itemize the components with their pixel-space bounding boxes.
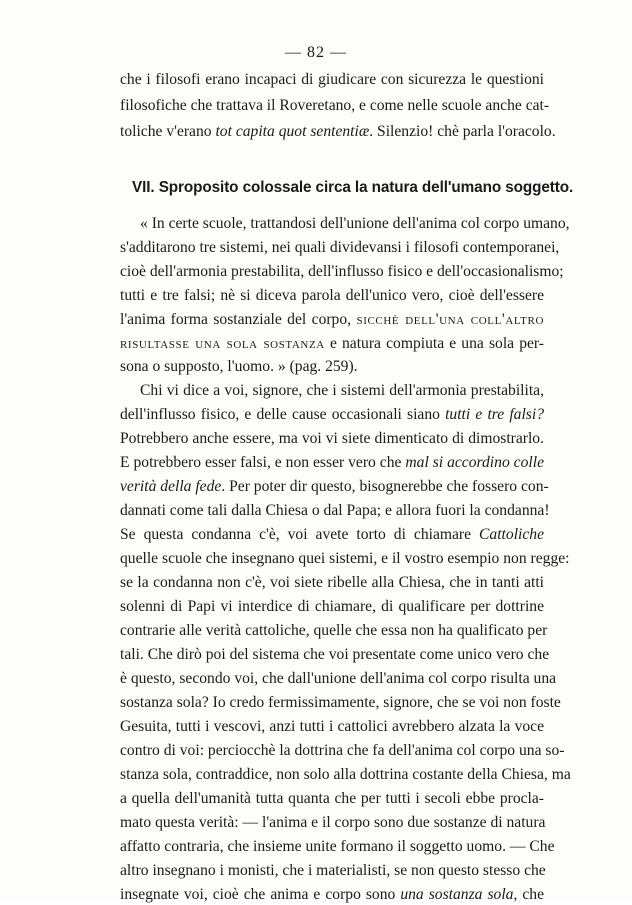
small-caps-text: risultasse una sola sostanza — [120, 335, 325, 352]
text-line: insegnate voi, cioè che anima e corpo sono una sostanza sola, che — [120, 886, 544, 903]
text-line: Potrebbero anche essere, ma voi vi siete dimenticato di dimostrarlo. — [120, 430, 544, 447]
text-line: dell'influsso fisico, e delle cause occasionali siano tutti e tre falsi? — [120, 406, 544, 423]
text-line: E potrebbero esser falsi, e non esser vero che mal si accordino colle — [120, 454, 544, 471]
text-line: verità della fede. Per poter dir questo, bisognerebbe che fossero con- — [120, 478, 549, 495]
text-line: affatto contraria, che insieme unite formano il soggetto uomo. — Che — [120, 838, 555, 855]
text-line: risultasse una sola sostanza e natura compiuta e una sola per- — [120, 335, 544, 352]
text-line: cioè dell'armonia prestabilita, dell'influsso fisico e dell'occasionalismo; — [120, 263, 564, 280]
latin-phrase: tot capita quot sententiæ — [215, 123, 370, 140]
text-line: contro di voi: perciocchè la dottrina che fa dell'anima col corpo una so- — [120, 742, 565, 759]
text-line: toliche v'erano tot capita quot sententiæ. Silenzio! chè parla l'oracolo. — [120, 123, 556, 140]
italic-phrase: mal si accordino colle — [405, 454, 544, 471]
text-line: Gesuita, tutti i vescovi, anzi tutti i cattolici avrebbero alzata la voce — [120, 718, 544, 735]
italic-phrase: verità della fede — [120, 478, 222, 495]
text-line: s'additarono tre sistemi, nei quali dividevansi i filosofi contemporanei, — [120, 239, 560, 256]
text-line: quelle scuole che insegnano quei sistemi, e il vostro esempio non regge: — [120, 550, 570, 567]
text-line: tali. Che dirò poi del sistema che voi presentate come unico vero che — [120, 646, 550, 663]
text-line: altro insegnano i monisti, che i materialisti, se non questo stesso che — [120, 862, 546, 879]
text-line: è questo, secondo voi, che dall'unione dell'anima col corpo risulta una — [120, 670, 557, 687]
text-line: « In certe scuole, trattandosi dell'unione dell'anima col corpo umano, — [140, 215, 570, 232]
text-line: che i filosofi erano incapaci di giudicare con sicurezza le questioni — [120, 71, 544, 88]
text-line: sostanza sola? Io credo fermissimamente, signore, che se voi non foste — [120, 694, 561, 711]
page-number: — 82 — — [285, 44, 347, 61]
text-line: mato questa verità: — l'anima e il corpo sono due sostanze di natura — [120, 814, 546, 831]
text-line: sona o supposto, l'uomo. » (pag. 259). — [120, 358, 358, 375]
text-line: tutti e tre falsi; nè si diceva parola dell'unico vero, cioè dell'essere — [120, 287, 544, 304]
italic-phrase: Cattoliche — [479, 526, 544, 543]
text-line: a quella dell'umanità tutta quanta che per tutti i secoli ebbe procla- — [120, 790, 544, 807]
text-line: dannati come tali dalla Chiesa o dal Papa; e allora fuori la condanna! — [120, 502, 550, 519]
italic-phrase: tutti e tre falsi? — [445, 406, 544, 423]
text-line: l'anima forma sostanziale del corpo, sicchè dell'una coll'altro — [120, 311, 544, 328]
italic-phrase: una sostanza sola — [400, 886, 514, 903]
text-line: Chi vi dice a voi, signore, che i sistemi dell'armonia prestabilita, — [140, 382, 544, 399]
text-line: se la condanna non c'è, voi siete ribelle alla Chiesa, che in tanti atti — [120, 574, 544, 591]
text-line: contrarie alle verità cattoliche, quelle che essa non ha qualificato per — [120, 622, 548, 639]
text-line: Se questa condanna c'è, voi avete torto di chiamare Cattoliche — [120, 526, 544, 543]
text-line: filosofiche che trattava il Roveretano, e come nelle scuole anche cat- — [120, 97, 550, 114]
text-line: solenni di Papi vi interdice di chiamare, di qualificare per dottrine — [120, 598, 544, 615]
section-heading: VII. Sproposito colossale circa la natura dell'umano soggetto. — [132, 179, 574, 196]
text-line: stanza sola, contraddice, non solo alla dottrina costante della Chiesa, ma — [120, 766, 571, 783]
small-caps-text: sicchè dell'una coll'altro — [356, 311, 544, 328]
